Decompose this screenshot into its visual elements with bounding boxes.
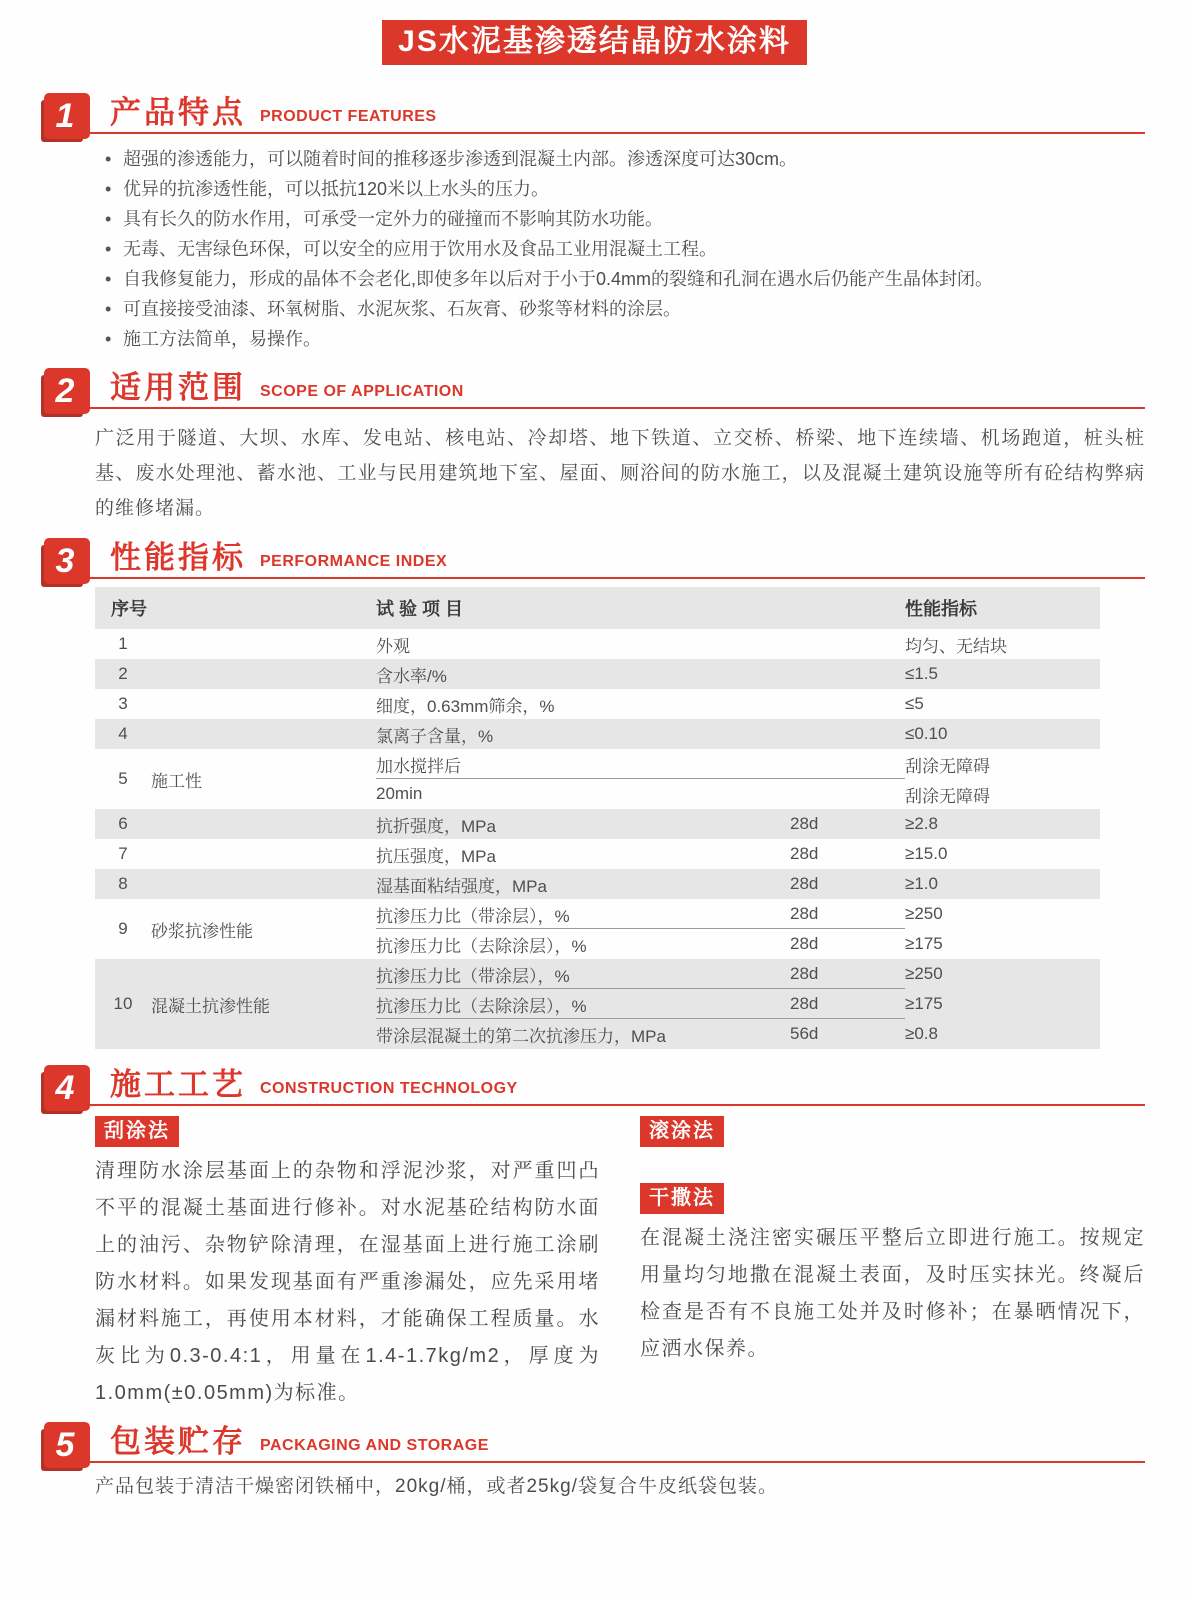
section-header-features <box>44 93 1145 134</box>
table-row <box>95 689 1100 719</box>
method-text-drysprinkle: 在混凝土浇注密实碾压平整后立即进行施工。按规定用量均匀地撒在混凝土表面，及时压实抹光。终凝后检查是否有不良施工处并及时修补；在暴晒情况下，应洒水保养。 <box>640 1227 1145 1360</box>
table-row <box>95 749 1100 809</box>
table-row <box>95 629 1100 659</box>
row-age: 28d <box>790 844 819 863</box>
feature-bullet: • 施工方法简单，易操作。 <box>123 324 1145 354</box>
feature-bullet: • 超强的渗透能力，可以随着时间的推移逐步渗透到混凝土内部。渗透深度可达30cm。 <box>123 144 1145 174</box>
row-age: 56d <box>790 1024 819 1043</box>
row-seq: 4 <box>118 724 128 743</box>
method-badge-roll: 滚涂法 <box>640 1116 724 1147</box>
row-item: 抗渗压力比（去除涂层），% <box>376 996 587 1016</box>
table-row <box>95 959 1100 1049</box>
table-row <box>95 839 1100 869</box>
row-value: ≥15.0 <box>905 844 948 863</box>
section-header-performance <box>44 538 1145 579</box>
row-seq: 7 <box>118 844 128 863</box>
row-age: 28d <box>790 934 819 953</box>
feature-bullet: • 无毒、无害绿色环保，可以安全的应用于饮用水及食品工业用混凝土工程。 <box>123 234 1145 264</box>
feature-bullet: • 可直接接受油漆、环氧树脂、水泥灰浆、石灰膏、砂浆等材料的涂层。 <box>123 294 1145 324</box>
row-value: ≥175 <box>905 994 943 1013</box>
section-header-scope <box>44 368 1145 409</box>
section-title: 施工工艺 <box>110 1066 246 1102</box>
row-item: 加水搅拌后 <box>376 756 461 776</box>
section-number-badge: 2 <box>44 368 90 414</box>
row-value: 刮涂无障碍 <box>905 786 990 806</box>
doc-title: JS水泥基渗透结晶防水涂料 <box>382 20 807 65</box>
row-seq: 10 <box>113 994 133 1013</box>
row-value: ≥1.0 <box>905 874 938 893</box>
row-seq: 5 <box>118 769 128 788</box>
row-category: 砂浆抗渗性能 <box>151 921 253 941</box>
section-subtitle-en: SCOPE OF APPLICATION <box>260 383 464 400</box>
row-value: ≥250 <box>905 964 943 983</box>
features-content <box>95 144 1145 354</box>
row-category <box>151 869 376 899</box>
row-category: 混凝土抗渗性能 <box>151 996 270 1016</box>
section-subtitle-en: CONSTRUCTION TECHNOLOGY <box>260 1080 518 1097</box>
construction-col-left <box>95 1116 600 1412</box>
scope-paragraph: 广泛用于隧道、大坝、水库、发电站、核电站、冷却塔、地下铁道、立交桥、桥梁、地下连续墙、机场跑道，桩头桩基、废水处理池、蓄水池、工业与民用建筑地下室、屋面、厕浴间的防水施工，以及混凝土建筑设施等所有砼结构弊病的维修堵漏。 <box>95 428 1145 519</box>
row-item: 带涂层混凝土的第二次抗渗压力，MPa <box>376 1026 666 1046</box>
section-title: 适用范围 <box>110 369 246 405</box>
packaging-paragraph: 产品包装于清洁干燥密闭铁桶中，20kg/桶，或者25kg/袋复合牛皮纸袋包装。 <box>95 1476 778 1497</box>
row-age: 28d <box>790 994 819 1013</box>
construction-columns <box>95 1116 1145 1412</box>
construction-col-right <box>640 1116 1145 1412</box>
method-text-scrape: 清理防水涂层基面上的杂物和浮泥沙浆，对严重凹凸不平的混凝土基面进行修补。对水泥基砼结构防水面上的油污、杂物铲除清理，在湿基面上进行施工涂刷防水材料。如果发现基面有严重渗漏处，应先采用堵漏材料施工，再使用本材料，才能确保工程质量。水灰比为0.3-0.4:1，用量在1.4-1.7kg/m2，厚度为1.0mm(±0.05mm)为标准。 <box>95 1160 600 1404</box>
row-value: ≥250 <box>905 904 943 923</box>
row-value: ≤5 <box>905 694 924 713</box>
row-seq: 9 <box>118 919 128 938</box>
feature-bullet: • 具有长久的防水作用，可承受一定外力的碰撞而不影响其防水功能。 <box>123 204 1145 234</box>
title-bar <box>0 20 1189 65</box>
section-header-packaging <box>44 1422 1145 1463</box>
row-value: ≥2.8 <box>905 814 938 833</box>
row-item: 湿基面粘结强度，MPa <box>376 876 547 896</box>
row-seq: 3 <box>118 694 128 713</box>
row-age: 28d <box>790 964 819 983</box>
row-category <box>151 629 376 659</box>
packaging-content <box>95 1471 1145 1498</box>
table-row <box>95 869 1100 899</box>
table-row <box>95 809 1100 839</box>
row-item: 氯离子含量，% <box>376 726 494 746</box>
row-item: 抗渗压力比（带涂层），% <box>376 966 570 986</box>
row-item: 抗折强度，MPa <box>376 816 496 836</box>
table-row <box>95 899 1100 959</box>
row-item: 细度，0.63mm筛余，% <box>376 696 555 716</box>
row-category <box>151 659 376 689</box>
row-item: 抗渗压力比（带涂层），% <box>376 906 570 926</box>
method-badge-drysprinkle: 干撒法 <box>640 1183 724 1214</box>
row-seq: 2 <box>118 664 128 683</box>
section-number-badge: 3 <box>44 538 90 584</box>
section-header-construction <box>44 1065 1145 1106</box>
row-category <box>151 689 376 719</box>
row-age: 28d <box>790 874 819 893</box>
row-value: ≥175 <box>905 934 943 953</box>
section-title: 性能指标 <box>110 539 246 575</box>
row-value: ≤0.10 <box>905 724 948 743</box>
col-header-index: 性能指标 <box>905 599 977 619</box>
section-title: 包装贮存 <box>110 1423 246 1459</box>
method-badge-scrape: 刮涂法 <box>95 1116 179 1147</box>
row-value: 均匀、无结块 <box>905 636 1007 656</box>
row-item: 抗压强度，MPa <box>376 846 496 866</box>
row-value: ≥0.8 <box>905 1024 938 1043</box>
row-value: ≤1.5 <box>905 664 938 683</box>
section-number-badge: 1 <box>44 93 90 139</box>
section-subtitle-en: PACKAGING AND STORAGE <box>260 1437 489 1454</box>
row-item: 20min <box>376 784 423 803</box>
table-row <box>95 659 1100 689</box>
col-header-seq: 序号 <box>111 599 147 619</box>
row-age: 28d <box>790 904 819 923</box>
row-category <box>151 839 376 869</box>
section-subtitle-en: PERFORMANCE INDEX <box>260 553 448 570</box>
row-value: 刮涂无障碍 <box>905 756 990 776</box>
row-seq: 6 <box>118 814 128 833</box>
row-category <box>151 719 376 749</box>
table-row <box>95 719 1100 749</box>
row-seq: 8 <box>118 874 128 893</box>
row-item: 抗渗压力比（去除涂层），% <box>376 936 587 956</box>
scope-content <box>95 421 1145 526</box>
performance-table <box>95 587 1100 1049</box>
feature-bullet: • 优异的抗渗透性能，可以抵抗120米以上水头的压力。 <box>123 174 1145 204</box>
row-item: 外观 <box>376 636 410 656</box>
feature-bullet: • 自我修复能力，形成的晶体不会老化,即使多年以后对于小于0.4mm的裂缝和孔洞在遇水后仍能产生晶体封闭。 <box>123 264 1145 294</box>
table-header-row <box>95 587 1100 629</box>
section-number-badge: 5 <box>44 1422 90 1468</box>
section-subtitle-en: PRODUCT FEATURES <box>260 108 437 125</box>
feature-list <box>95 144 1145 354</box>
row-seq: 1 <box>118 634 128 653</box>
col-header-item: 试验项目 <box>376 599 468 619</box>
section-title: 产品特点 <box>110 94 246 130</box>
row-category <box>151 809 376 839</box>
row-item: 含水率/% <box>376 666 447 686</box>
row-age: 28d <box>790 814 819 833</box>
row-category: 施工性 <box>151 771 202 791</box>
section-number-badge: 4 <box>44 1065 90 1111</box>
